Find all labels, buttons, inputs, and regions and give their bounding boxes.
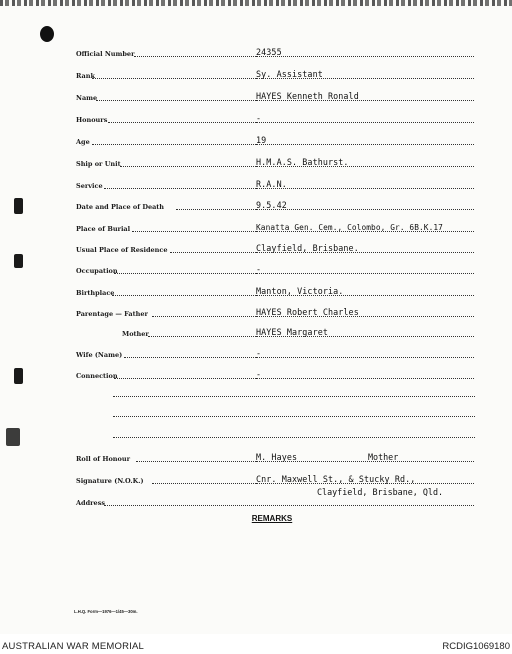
dotted-line (136, 461, 256, 462)
field-value: H.M.A.S. Bathurst. (256, 157, 349, 167)
field-value: - (256, 113, 262, 123)
field-label: Wife (Name) (76, 351, 123, 359)
field-value: Clayfield, Brisbane. (256, 243, 359, 253)
field-label: Rank (76, 72, 95, 80)
scan-top-edge (0, 0, 512, 6)
field-label: Roll of Honour (76, 455, 131, 463)
dotted-line (92, 144, 256, 145)
dotted-line (92, 78, 256, 79)
field-connection (0, 367, 512, 381)
connection-blank-line (113, 396, 475, 397)
dotted-line (114, 273, 256, 274)
field-age (0, 133, 512, 147)
scan-mark (6, 428, 20, 446)
dotted-line (124, 357, 256, 358)
field-value: R.A.N. (256, 179, 287, 189)
dotted-line (104, 505, 474, 506)
dotted-line (104, 188, 256, 189)
dotted-line (120, 166, 256, 167)
dotted-line (170, 252, 256, 253)
dotted-line (132, 231, 256, 232)
remarks-heading: REMARKS (251, 514, 293, 523)
field-label: Service (76, 182, 103, 190)
record-id: RCDIG1069180 (442, 641, 510, 652)
field-label: Honours (76, 116, 108, 124)
punch-hole (40, 26, 54, 42)
field-wife (0, 346, 512, 360)
field-value: Sy. Assistant (256, 69, 323, 79)
dotted-line (256, 357, 474, 358)
field-label: Ship or Unit (76, 160, 121, 168)
field-rank (0, 67, 512, 81)
archive-name: AUSTRALIAN WAR MEMORIAL (2, 641, 145, 652)
dotted-line (256, 378, 474, 379)
field-label: Occupation (76, 267, 118, 275)
field-father (0, 305, 512, 319)
dotted-line (256, 122, 474, 123)
field-value: - (256, 369, 262, 379)
connection-blank-line (113, 416, 475, 417)
field-name (0, 89, 512, 103)
field-value: Kanatta Gen. Cem., Colombo, Gr. 6B.K.17 (256, 223, 443, 232)
field-usual-residence (0, 241, 512, 255)
field-label: Birthplace (76, 289, 115, 297)
dotted-line (256, 188, 474, 189)
field-date-place-of-death (0, 198, 512, 212)
field-honours (0, 111, 512, 125)
archive-footer (0, 634, 512, 654)
field-label: Usual Place of Residence (76, 246, 168, 254)
field-mother (0, 325, 512, 339)
field-roll-of-honour (0, 450, 512, 464)
dotted-line (176, 209, 256, 210)
field-place-of-burial (0, 220, 512, 234)
dotted-line (148, 336, 256, 337)
field-birthplace (0, 284, 512, 298)
field-value: M. Hayes (256, 452, 298, 462)
dotted-line (256, 144, 474, 145)
dotted-line (114, 378, 256, 379)
field-value: 24355 (256, 47, 282, 57)
dotted-line (256, 209, 474, 210)
field-service (0, 177, 512, 191)
address-value: Clayfield, Brisbane, Qld. (317, 487, 444, 497)
field-label: Date and Place of Death (76, 203, 165, 211)
field-value: HAYES Kenneth Ronald (256, 91, 359, 101)
dotted-line (256, 273, 474, 274)
dotted-line (112, 295, 256, 296)
field-label: Signature (N.O.K.) (76, 477, 144, 485)
field-official-number (0, 45, 512, 59)
field-label: Parentage — Father (76, 310, 148, 318)
field-value: 9.5.42 (256, 200, 287, 210)
field-value: Cnr. Maxwell St., & Stucky Rd., (256, 474, 416, 484)
field-label: Official Number (76, 50, 135, 58)
field-label: Place of Burial (76, 225, 131, 233)
field-value: 19 (256, 135, 267, 145)
dotted-line (152, 316, 256, 317)
dotted-line (134, 56, 256, 57)
field-label: Name (76, 94, 98, 102)
field-occupation (0, 262, 512, 276)
dotted-line (256, 56, 474, 57)
field-value: HAYES Robert Charles (256, 307, 359, 317)
field-label: Address (76, 499, 106, 507)
field-value: - (256, 264, 262, 274)
connection-blank-line (113, 437, 475, 438)
field-value: Manton, Victoria. (256, 286, 344, 296)
field-value: - (256, 348, 262, 358)
field-label: Age (76, 138, 90, 146)
field-ship-or-unit (0, 155, 512, 169)
field-label: Mother (122, 330, 149, 338)
dotted-line (96, 100, 256, 101)
dotted-line (152, 483, 256, 484)
dotted-line (108, 122, 256, 123)
field-signature (0, 472, 512, 486)
form-code: L.H.Q. Form—1976—1/45—30m. (74, 609, 138, 614)
field-label: Connection (76, 372, 118, 380)
field-value-relation: Mother (368, 452, 399, 462)
field-value: HAYES Margaret (256, 327, 328, 337)
